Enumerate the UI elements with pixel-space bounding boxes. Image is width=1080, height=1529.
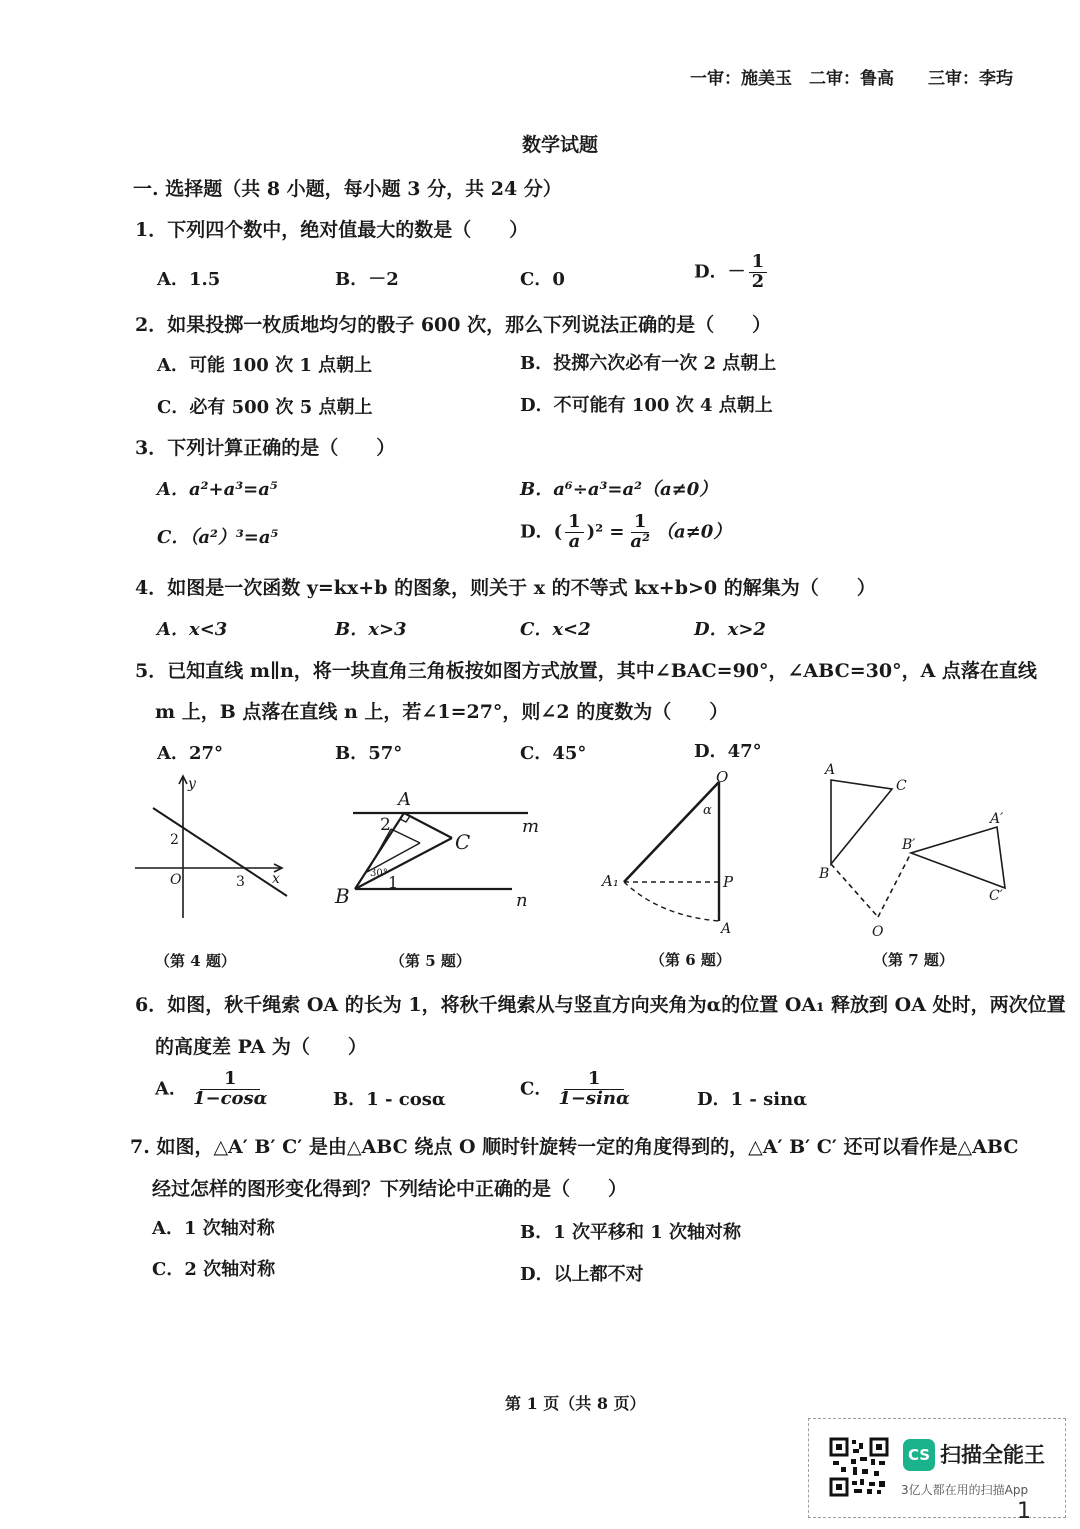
figure-4-graph — [135, 776, 287, 918]
fig6-label-a1: A₁ — [602, 872, 619, 890]
q6-c-fraction — [555, 1070, 633, 1109]
q6-a-fraction — [190, 1070, 271, 1109]
fig7-label-b: B — [819, 866, 830, 882]
q7-option-d: D．以上都不对 — [520, 1264, 644, 1285]
section-heading: 一. 选择题（共 8 小题，每小题 3 分，共 24 分） — [133, 178, 562, 200]
q3-d-suffix: （a≠0） — [655, 521, 732, 543]
fig7-label-a: A — [825, 762, 836, 778]
page-number: 1 — [1017, 1499, 1031, 1524]
q7-option-c: C．2 次轴对称 — [152, 1259, 276, 1280]
q5-option-b: B．57° — [335, 743, 403, 764]
question-6-stem-line1: 6．如图，秋千绳索 OA 的长为 1，将秋千绳索从与竖直方向夹角为α的位置 OA₁ 释放到 OA 处时，两次位置 — [135, 994, 1066, 1016]
question-1-stem: 1．下列四个数中，绝对值最大的数是（ ） — [135, 219, 529, 241]
q6-a-numerator: 1 — [200, 1070, 260, 1090]
q3-option-a: A．a²+a³=a⁵ — [157, 479, 278, 500]
document-title: 数学试题 — [522, 134, 599, 156]
question-6-stem-line2: 的高度差 PA 为（ ） — [155, 1036, 367, 1058]
q4-option-b: B．x>3 — [335, 619, 407, 640]
q3-option-b: B．a⁶÷a³=a²（a≠0） — [520, 479, 718, 500]
q4-option-c: C．x<2 — [520, 619, 591, 640]
fig5-label-n: n — [516, 890, 528, 911]
fig5-inner-ac — [391, 829, 420, 843]
q6-c-denominator: 1−sinα — [558, 1087, 630, 1109]
fig5-label-a: A — [398, 789, 411, 810]
fig7-label-c-prime: C′ — [989, 888, 1003, 904]
fig5-label-m: m — [522, 816, 540, 837]
fig4-origin-label: O — [170, 872, 182, 888]
fig5-angle-2: 2 — [380, 815, 391, 835]
page-footer: 第 1 页（共 8 页） — [505, 1394, 646, 1413]
q6-option-c — [520, 1070, 636, 1109]
figure-7-caption: （第 7 题） — [873, 951, 954, 969]
q2-option-a: A．可能 100 次 1 点朝上 — [157, 355, 373, 376]
q4-option-a: A．x<3 — [157, 619, 228, 640]
q6-option-a — [155, 1070, 274, 1109]
q5-option-c: C．45° — [520, 743, 587, 764]
q3-option-c: C．（a²）³=a⁵ — [157, 527, 279, 548]
fig6-label-o: O — [716, 768, 729, 786]
fig7-label-c: C — [896, 778, 907, 794]
question-5-stem-line2: m 上，B 点落在直线 n 上，若∠1=27°，则∠2 的度数为（ ） — [155, 701, 729, 723]
question-4-stem: 4．如图是一次函数 y=kx+b 的图象，则关于 x 的不等式 kx+b>0 的解集为（ ） — [135, 577, 876, 599]
q1-d-prefix: D．－ — [694, 261, 746, 283]
fig5-angle-1: 1 — [388, 873, 399, 892]
fig7-label-a-prime: A′ — [990, 811, 1004, 827]
question-3-stem: 3．下列计算正确的是（ ） — [135, 437, 396, 459]
fig7-label-b-prime: B′ — [902, 837, 916, 853]
reviewers-line: 一审：施美玉 二审：鲁高 三审：李玙 — [690, 69, 1013, 89]
q3-d-fraction-1 — [565, 513, 584, 552]
fig7-triangle-abc-prime — [911, 827, 1005, 888]
q6-option-b: B．1 - cosα — [333, 1089, 446, 1110]
fig7-ob-dashed — [831, 864, 878, 917]
q3-d-den2: a² — [630, 530, 650, 552]
fig4-x-label: x — [272, 871, 280, 887]
q1-option-b: B．－2 — [335, 269, 399, 290]
q2-option-c: C．必有 500 次 5 点朝上 — [157, 397, 373, 418]
q3-d-prefix: D．( — [520, 521, 563, 543]
q3-d-mid: )² = — [586, 521, 625, 543]
question-7-stem-line2: 经过怎样的图形变化得到？下列结论中正确的是（ ） — [152, 1178, 628, 1200]
q7-option-a: A．1 次轴对称 — [152, 1218, 275, 1239]
fig5-label-c: C — [455, 830, 471, 854]
fig7-ob-prime-dashed — [878, 853, 911, 917]
q4-option-d: D．x>2 — [694, 619, 766, 640]
q3-d-num2: 1 — [631, 513, 650, 533]
question-5-stem-line1: 5．已知直线 m∥n，将一块直角三角板按如图方式放置，其中∠BAC=90°，∠ABC=30°，A 点落在直线 — [135, 660, 1037, 682]
q6-c-prefix: C． — [520, 1078, 553, 1100]
q3-option-d — [520, 513, 731, 552]
q7-option-b: B．1 次平移和 1 次轴对称 — [520, 1222, 742, 1243]
question-7-stem-line1: 7. 如图，△A′ B′ C′ 是由△ABC 绕点 O 顺时针旋转一定的角度得到的，△A′ B′ C′ 还可以看作是△ABC — [130, 1136, 1019, 1158]
figure-5-caption: （第 5 题） — [390, 952, 471, 970]
scanner-brand: 扫描全能王 — [940, 1443, 1045, 1467]
figure-7-rotation — [831, 780, 1005, 917]
fig7-label-o: O — [872, 924, 884, 940]
fig6-oa1-rope — [624, 782, 719, 882]
q3-d-num1: 1 — [565, 513, 584, 533]
fig4-intercept-2: 2 — [170, 832, 179, 848]
figure-6-caption: （第 6 题） — [650, 951, 731, 969]
q6-a-denominator: 1−cosα — [192, 1087, 268, 1109]
q1-option-d — [694, 253, 770, 292]
q3-d-fraction-2 — [627, 513, 653, 552]
fig5-label-b: B — [335, 884, 350, 908]
q1-d-numerator: 1 — [749, 253, 768, 273]
fig6-arc-dashed — [624, 882, 719, 921]
q6-c-numerator: 1 — [564, 1070, 624, 1090]
scanner-tagline: 3亿人都在用的扫描App — [901, 1483, 1029, 1497]
fig4-intercept-3: 3 — [236, 874, 245, 890]
q2-option-d: D．不可能有 100 次 4 点朝上 — [520, 395, 773, 416]
fig6-label-alpha: α — [703, 803, 712, 818]
fig7-triangle-abc — [831, 780, 892, 864]
figure-4-caption: （第 4 题） — [155, 952, 236, 970]
q6-a-prefix: A． — [155, 1078, 187, 1100]
q1-option-c: C．0 — [520, 269, 565, 290]
question-2-stem: 2．如果投掷一枚质地均匀的骰子 600 次，那么下列说法正确的是（ ） — [135, 314, 772, 336]
fig6-label-p: P — [723, 873, 734, 891]
q5-option-a: A．27° — [157, 743, 224, 764]
q1-d-fraction — [749, 253, 768, 292]
fig5-side-ac — [404, 813, 452, 838]
fig6-label-a: A — [721, 921, 732, 937]
q1-d-denominator: 2 — [751, 270, 765, 292]
q3-d-den1: a — [568, 530, 581, 552]
camscanner-logo-icon: CS — [903, 1439, 935, 1471]
qr-code-icon — [829, 1437, 889, 1497]
q2-option-b: B．投掷六次必有一次 2 点朝上 — [520, 353, 777, 374]
q5-option-d: D．47° — [694, 741, 762, 762]
fig4-y-label: y — [188, 776, 196, 792]
fig5-side-bc — [355, 838, 452, 889]
q6-option-d: D．1 - sinα — [697, 1089, 808, 1110]
q1-option-a: A．1.5 — [157, 269, 221, 290]
fig5-angle-30: 30° — [370, 868, 388, 879]
